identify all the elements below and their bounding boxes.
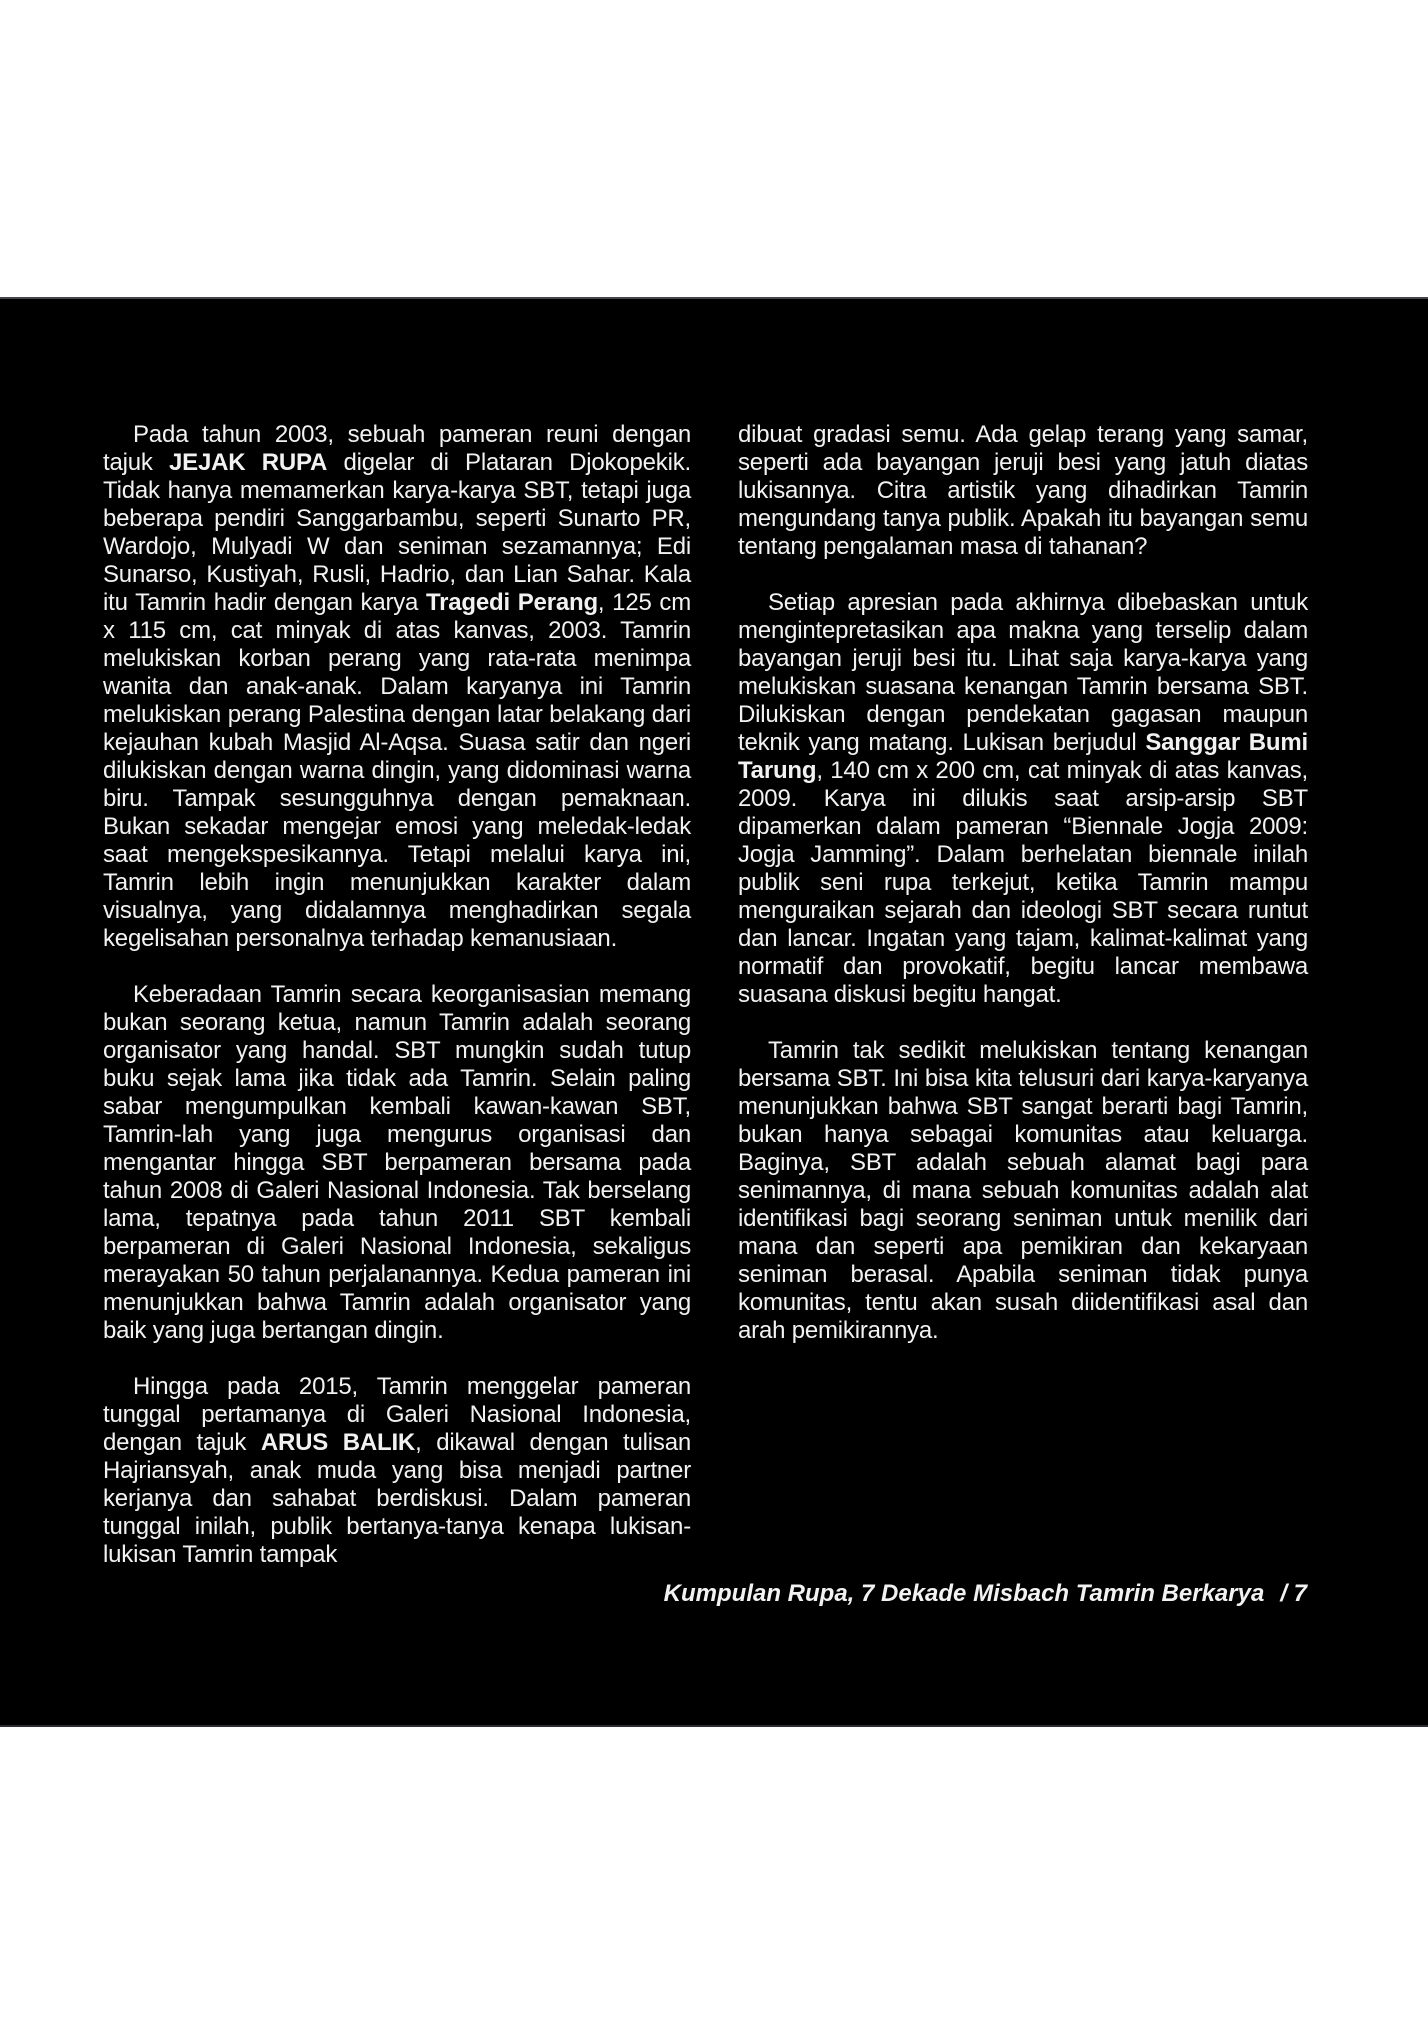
emphasized-text: Tragedi Perang bbox=[426, 589, 598, 616]
body-text: dibuat gradasi semu. Ada gelap terang yang samar, seperti ada bayangan jeruji besi yang jatuh diatas lukisannya. Citra artistik yang dihadirkan Tamrin mengundang tanya publik. Apakah itu bayangan semu tentang pengalaman masa di tahanan? bbox=[738, 421, 1308, 560]
running-footer bbox=[664, 1580, 1307, 1608]
text-column-left bbox=[103, 421, 691, 1597]
body-text: , 140 cm x 200 cm, cat minyak di atas kanvas, 2009. Karya ini dilukis saat arsip-arsip SBT dipamerkan dalam pameran “Biennale Jogja 2009: Jogja Jamming”. Dalam berhelatan biennale inilah publik seni rupa terkejut, ketika Tamrin mampu menguraikan sejarah dan ideologi SBT secara runtut dan lancar. Ingatan yang tajam, kalimat-kalimat yang normatif dan provokatif, begitu lancar membawa suasana diskusi begitu hangat. bbox=[738, 757, 1308, 1008]
paragraph bbox=[738, 589, 1308, 1009]
emphasized-text: ARUS BALIK bbox=[260, 1429, 416, 1456]
body-text: Pada tahun 2003, sebuah pameran reuni dengan tajuk bbox=[103, 421, 691, 476]
paragraph bbox=[103, 421, 691, 953]
paragraph bbox=[738, 421, 1308, 561]
body-text: Keberadaan Tamrin secara keorganisasian memang bukan seorang ketua, namun Tamrin adalah seorang organisator yang handal. SBT mungkin sudah tutup buku sejak lama jika tidak ada Tamrin. Selain paling sabar mengumpulkan kembali kawan-kawan SBT, Tamrin-lah yang juga mengurus organisasi dan mengantar hingga SBT berpameran bersama pada tahun 2008 di Galeri Nasional Indonesia. Tak berselang lama, tepatnya pada tahun 2011 SBT kembali berpameran di Galeri Nasional Indonesia, sekaligus merayakan 50 tahun perjalanannya. Kedua pameran ini menunjukkan bahwa Tamrin adalah organisator yang baik yang juga bertangan dingin. bbox=[103, 981, 691, 1344]
two-column-text-layout bbox=[103, 421, 1308, 1597]
footer-page-number: / 7 bbox=[1280, 1580, 1307, 1607]
paragraph bbox=[103, 1373, 691, 1569]
footer-book-title: Kumpulan Rupa, 7 Dekade Misbach Tamrin Berkarya bbox=[663, 1580, 1265, 1607]
body-text: Tamrin tak sedikit melukiskan tentang kenangan bersama SBT. Ini bisa kita telusuri dari karya-karyanya menunjukkan bahwa SBT sangat berarti bagi Tamrin, bukan hanya sebagai komunitas atau keluarga. Baginya, SBT adalah sebuah alamat bagi para senimannya, di mana sebuah komunitas adalah alat identifikasi bagi seorang seniman untuk menilik dari mana dan seperti apa pemikiran dan kekaryaan seniman berasal. Apabila seniman tidak punya komunitas, tentu akan susah diidentifikasi asal dan arah pemikirannya. bbox=[738, 1037, 1308, 1344]
page-content-background bbox=[0, 297, 1428, 1727]
body-text: digelar di Plataran Djokopekik. Tidak hanya memamerkan karya-karya SBT, tetapi juga beberapa pendiri Sanggarbambu, seperti Sunarto PR, Wardojo, Mulyadi W dan seniman sezamannya; Edi Sunarso, Kustiyah, Rusli, Hadrio, dan Lian Sahar. Kala itu Tamrin hadir dengan karya bbox=[103, 449, 691, 616]
text-column-right bbox=[738, 421, 1308, 1597]
body-text: , dikawal dengan tulisan Hajriansyah, anak muda yang bisa menjadi partner kerjanya dan sahabat berdiskusi. Dalam pameran tunggal inilah, publik bertanya-tanya kenapa lukisan-lukisan Tamrin tampak bbox=[103, 1429, 691, 1568]
emphasized-text: Sanggar Bumi Tarung bbox=[738, 729, 1308, 784]
emphasized-text: JEJAK RUPA bbox=[169, 449, 328, 476]
body-text: Setiap apresian pada akhirnya dibebaskan untuk mengintepretasikan apa makna yang terselip dalam bayangan jeruji besi itu. Lihat saja karya-karya yang melukiskan suasana kenangan Tamrin bersama SBT. Dilukiskan dengan pendekatan gagasan maupun teknik yang matang. Lukisan berjudul bbox=[738, 589, 1308, 756]
body-text: , 125 cm x 115 cm, cat minyak di atas kanvas, 2003. Tamrin melukiskan korban perang yang rata-rata menimpa wanita dan anak-anak. Dalam karyanya ini Tamrin melukiskan perang Palestina dengan latar belakang dari kejauhan kubah Masjid Al-Aqsa. Suasa satir dan ngeri dilukiskan dengan warna dingin, yang didominasi warna biru. Tampak sesungguhnya dengan pemaknaan. Bukan sekadar mengejar emosi yang meledak-ledak saat mengekspesikannya. Tetapi melalui karya ini, Tamrin lebih ingin menunjukkan karakter dalam visualnya, yang didalamnya menghadirkan segala kegelisahan personalnya terhadap kemanusiaan. bbox=[103, 589, 691, 952]
body-text: Hingga pada 2015, Tamrin menggelar pameran tunggal pertamanya di Galeri Nasional Indonesia, dengan tajuk bbox=[103, 1373, 691, 1456]
paragraph bbox=[103, 981, 691, 1345]
paragraph bbox=[738, 1037, 1308, 1345]
